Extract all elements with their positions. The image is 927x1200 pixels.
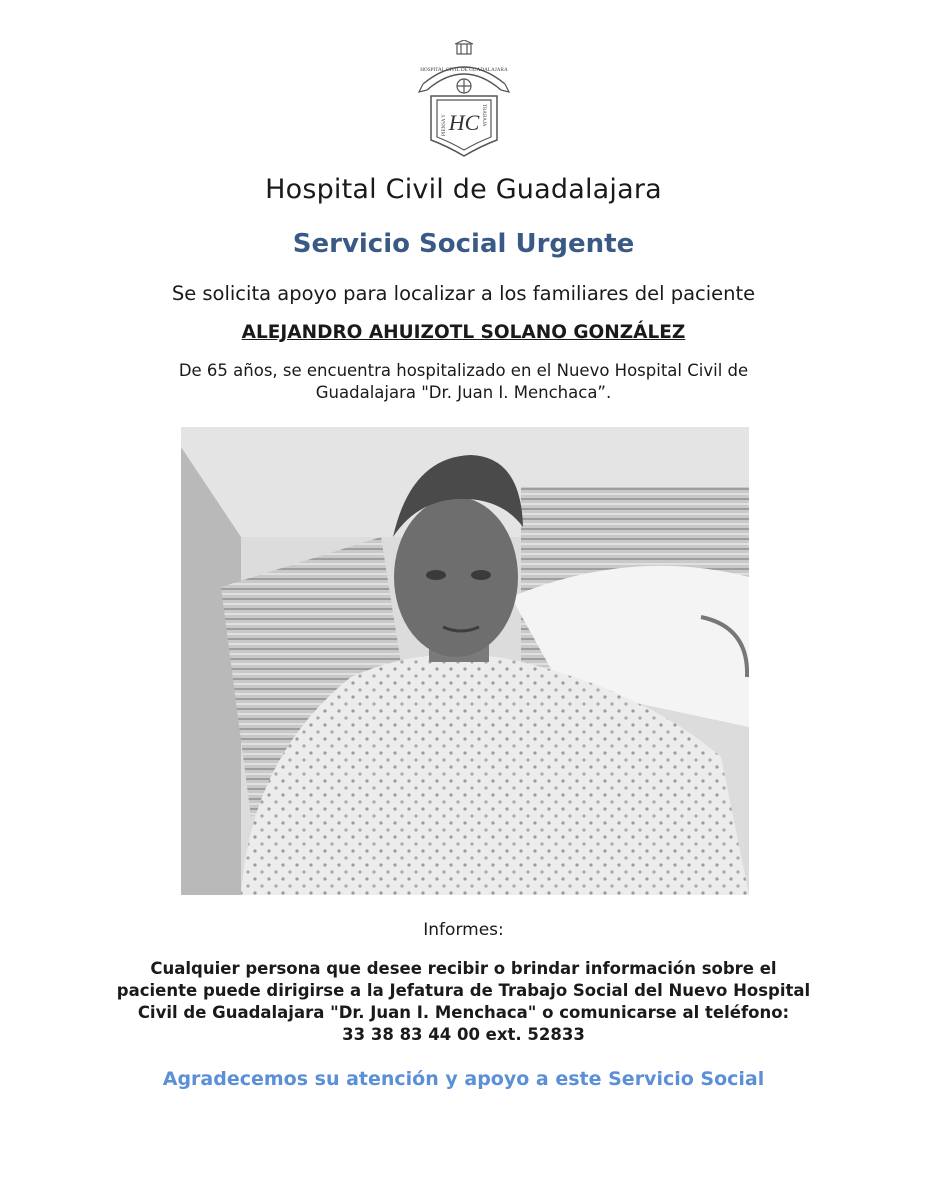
service-title: Servicio Social Urgente	[292, 229, 635, 259]
contact-line: Cualquier persona que desee recibir o brindar información sobre el	[150, 959, 777, 978]
logo-monogram: HC	[448, 110, 480, 135]
request-line: Se solicita apoyo para localizar a los familiares del paciente	[171, 282, 756, 305]
logo-left-motto: PIENSA Y	[442, 114, 447, 136]
informes-label: Informes:	[423, 920, 504, 940]
description-line: Guadalajara "Dr. Juan I. Menchaca”.	[315, 383, 612, 402]
patient-description	[0, 360, 927, 404]
contact-line: Civil de Guadalajara "Dr. Juan I. Menchaca" o comunicarse al teléfono:	[137, 1003, 790, 1022]
thanks-message: Agradecemos su atención y apoyo a este Servicio Social	[162, 1068, 765, 1090]
patient-name: ALEJANDRO AHUIZOTL SOLANO GONZÁLEZ	[241, 322, 686, 343]
logo-right-motto: TRABAJA	[481, 104, 486, 127]
hospital-civil-crest-icon	[417, 40, 511, 158]
patient-photo-icon	[181, 427, 749, 895]
contact-info	[0, 958, 927, 1046]
logo-seal-text: HOSPITAL CIVIL DE GUADALAJARA	[420, 67, 508, 73]
contact-phone: 33 38 83 44 00 ext. 52833	[342, 1025, 585, 1044]
hospital-name: Hospital Civil de Guadalajara	[265, 174, 662, 205]
description-line: De 65 años, se encuentra hospitalizado en el Nuevo Hospital Civil de	[178, 361, 749, 380]
contact-line: paciente puede dirigirse a la Jefatura de Trabajo Social del Nuevo Hospital	[116, 981, 811, 1000]
